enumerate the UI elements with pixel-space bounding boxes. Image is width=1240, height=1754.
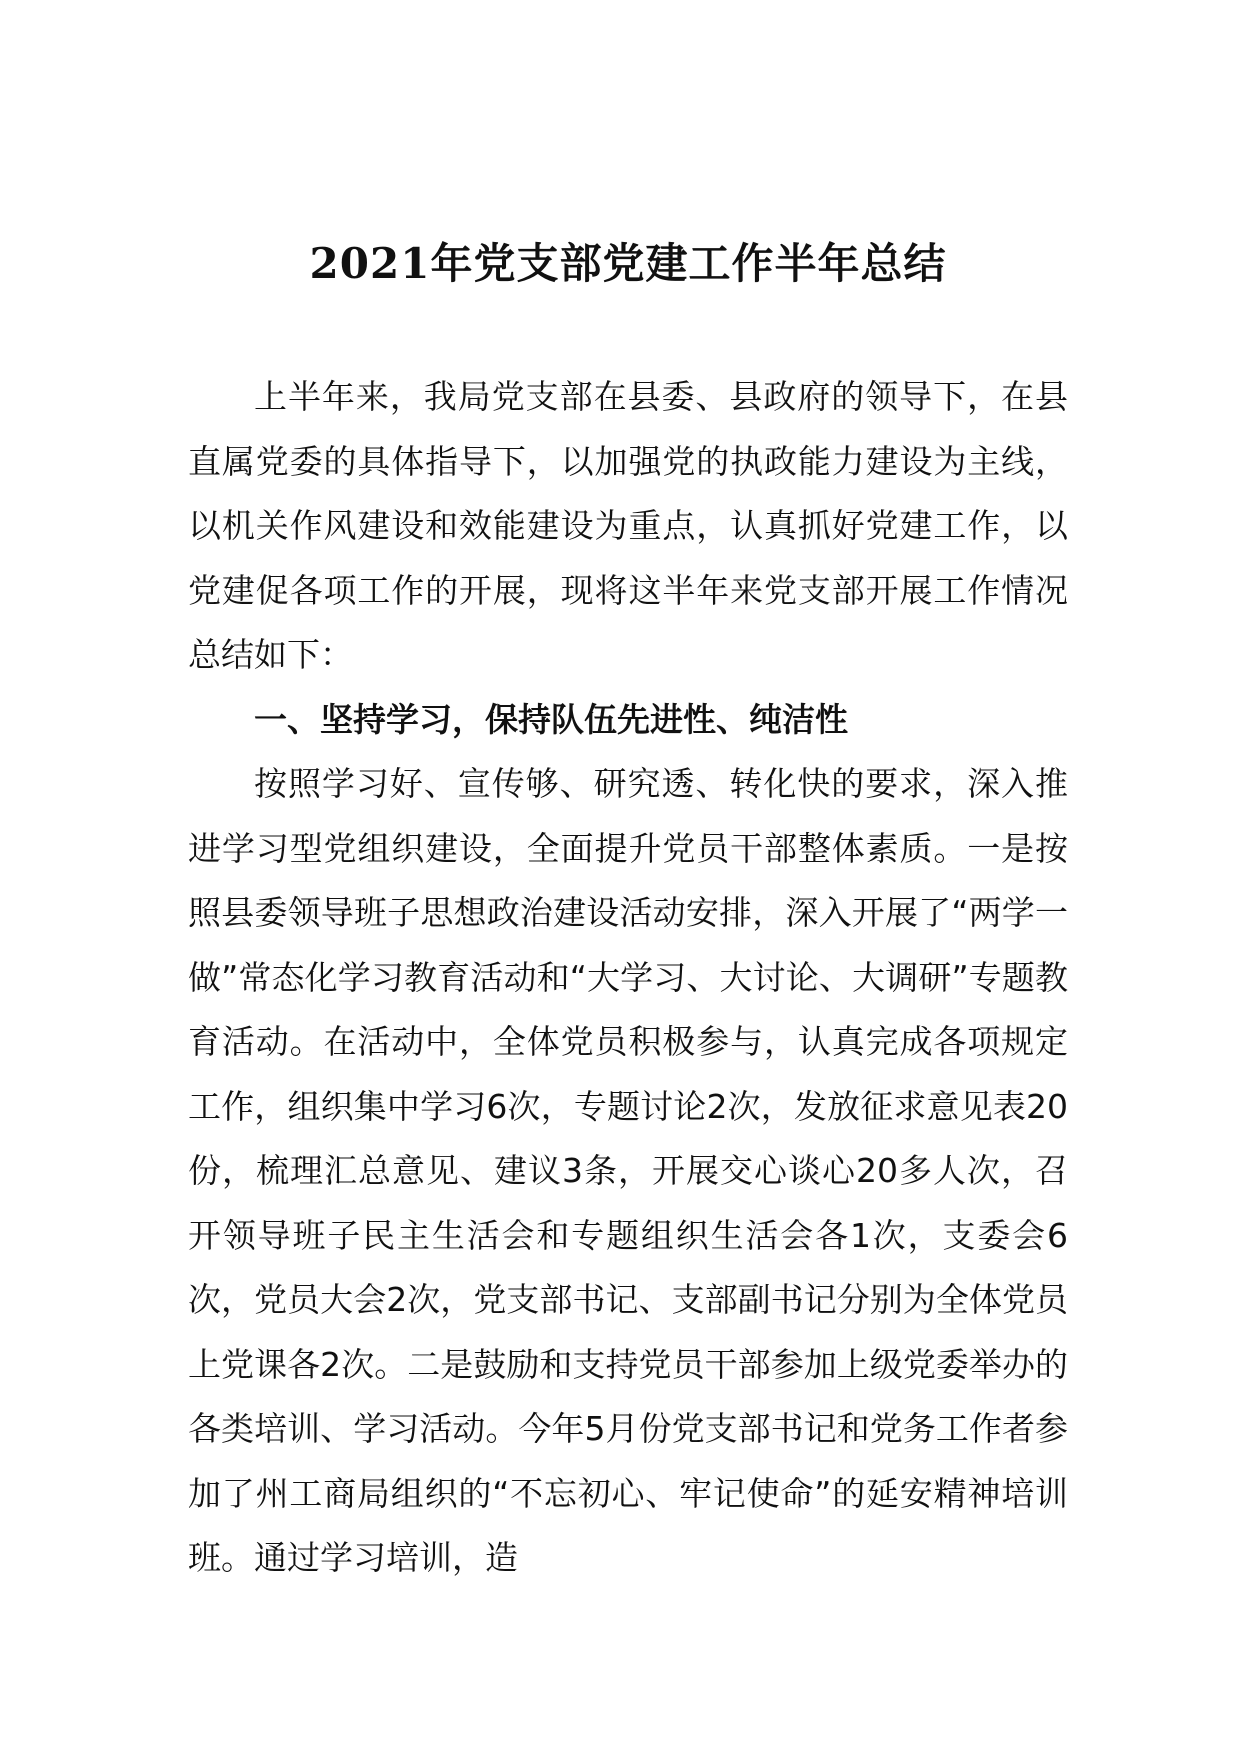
document-page: [188, 0, 1068, 1754]
section-paragraph: 按照学习好、宣传够、研究透、转化快的要求，深入推进学习型党组织建设，全面提升党员干部整体素质。一是按照县委领导班子思想政治建设活动安排，深入开展了“两学一做”常态化学习教育活动和“大学习、大讨论、大调研”专题教育活动。在活动中，全体党员积极参与，认真完成各项规定工作，组织集中学习6次，专题讨论2次，发放征求意见表20份，梳理汇总意见、建议3条，开展交心谈心20多人次，召开领导班子民主生活会和专题组织生活会各1次，支委会6次，党员大会2次，党支部书记、支部副书记分别为全体党员上党课各2次。二是鼓励和支持党员干部参加上级党委举办的各类培训、学习活动。今年5月份党支部书记和党务工作者参加了州工商局组织的“不忘初心、牢记使命”的延安精神培训班。通过学习培训，造: [188, 764, 1068, 1577]
document-body: [188, 365, 1068, 1591]
section-heading: 一、坚持学习，保持队伍先进性、纯洁性: [254, 699, 848, 739]
intro-paragraph: 上半年来，我局党支部在县委、县政府的领导下，在县直属党委的具体指导下，以加强党的执政能力建设为主线，以机关作风建设和效能建设为重点，认真抓好党建工作，以党建促各项工作的开展，现将这半年来党支部开展工作情况总结如下：: [188, 377, 1068, 674]
document-title: 2021年党支部党建工作半年总结: [309, 239, 947, 288]
